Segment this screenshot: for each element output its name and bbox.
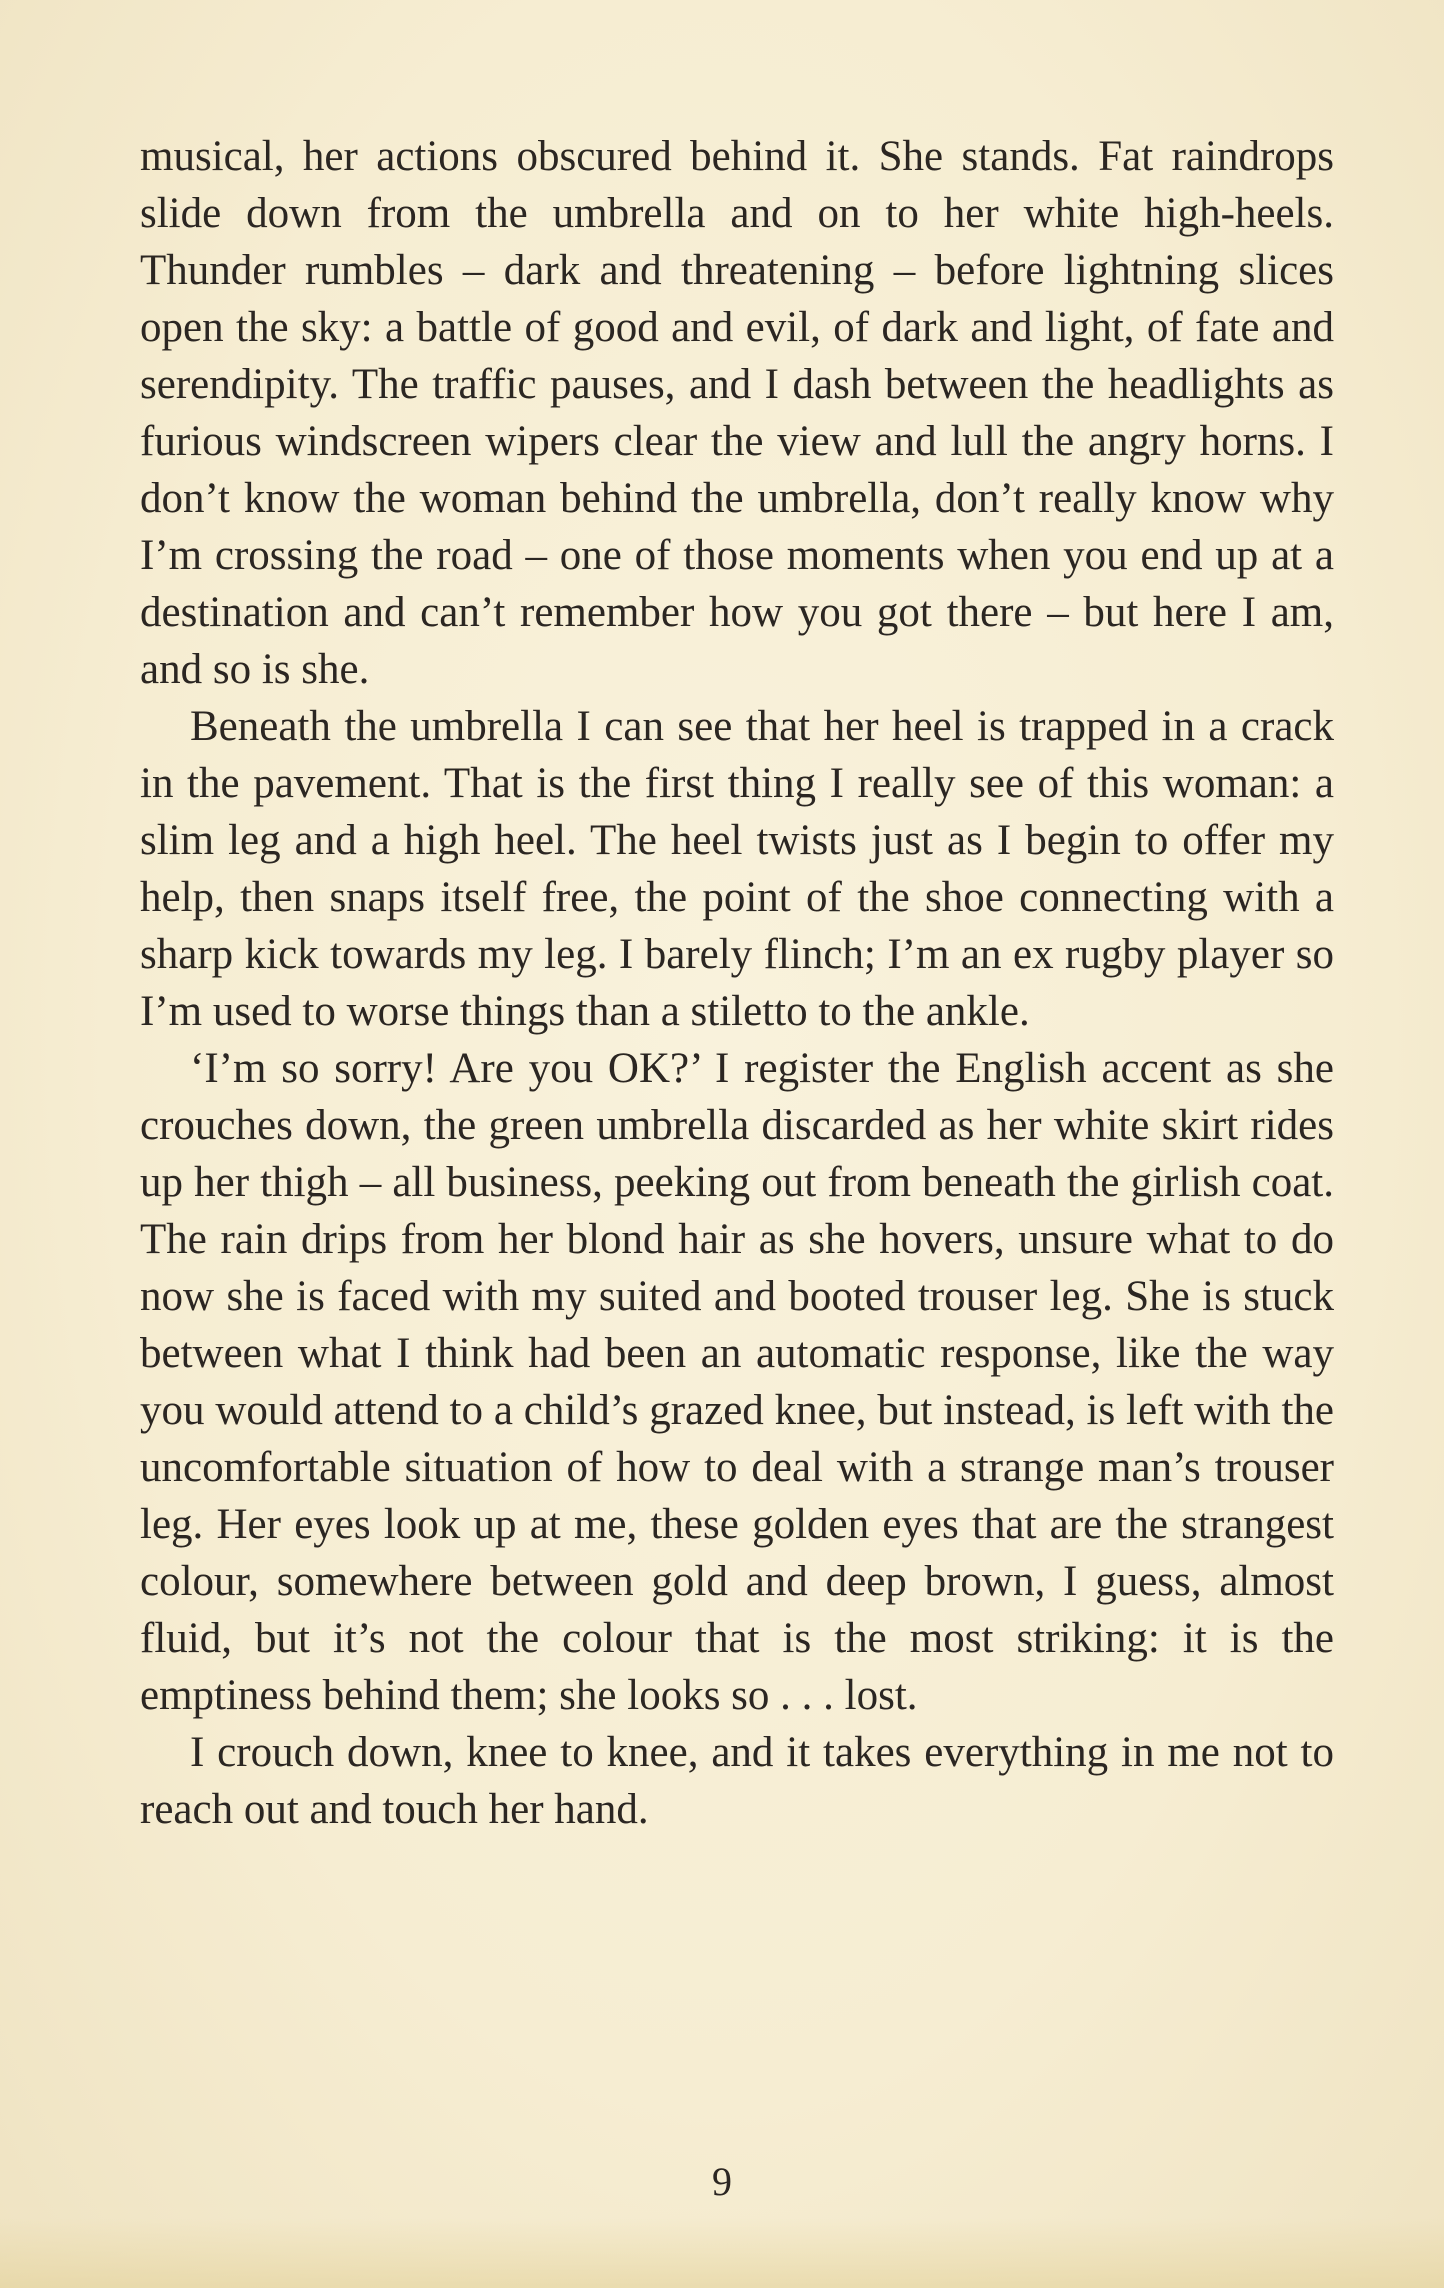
- paragraph-1: musical, her actions obscured behind it. She stands. Fat raindrops slide down from the umbrella and on to her white high-heels. Thunder rumbles – dark and threatening – before lightning slices open the sky: a battle of good and evil, of dark and light, of fate and serendipity. The traffic pauses, and I dash between the headlights as furious windscreen wipers clear the view and lull the angry horns. I don’t know the woman behind the umbrella, don’t really know why I’m crossing the road – one of those moments when you end up at a destination and can’t remember how you got there – but here I am, and so is she.: [140, 133, 1334, 693]
- paragraph-4: I crouch down, knee to knee, and it takes everything in me not to reach out and touch her hand.: [140, 1729, 1334, 1833]
- page-edge-shading: [0, 2218, 1444, 2288]
- paragraph-2: Beneath the umbrella I can see that her heel is trapped in a crack in the pavement. That is the first thing I really see of this woman: a slim leg and a high heel. The heel twists just as I begin to offer my help, then snaps itself free, the point of the shoe connecting with a sharp kick towards my leg. I barely flinch; I’m an ex rugby player so I’m used to worse things than a stiletto to the ankle.: [140, 703, 1334, 1035]
- page-number: 9: [712, 2159, 732, 2204]
- body-text: [140, 128, 1334, 1838]
- paragraph-3: ‘I’m so sorry! Are you OK?’ I register the English accent as she crouches down, the green umbrella discarded as her white skirt rides up her thigh – all business, peeking out from beneath the girlish coat. The rain drips from her blond hair as she hovers, unsure what to do now she is faced with my suited and booted trouser leg. She is stuck between what I think had been an automatic response, like the way you would attend to a child’s grazed knee, but instead, is left with the uncomfortable situation of how to deal with a strange man’s trouser leg. Her eyes look up at me, these golden eyes that are the strangest colour, somewhere between gold and deep brown, I guess, almost fluid, but it’s not the colour that is the most striking: it is the emptiness behind them; she looks so . . . lost.: [140, 1045, 1334, 1719]
